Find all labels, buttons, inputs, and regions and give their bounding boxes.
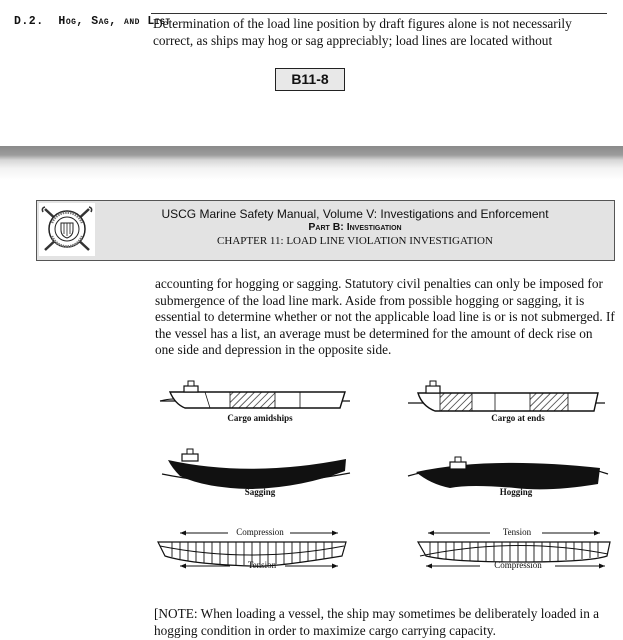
header-chapter-title: CHAPTER 11: LOAD LINE VIOLATION INVESTIGATION [217,235,493,247]
cargo-at-ends-diagram [408,381,605,411]
uscg-seal-icon [39,203,95,256]
top-rule [151,13,607,14]
caption-hogging: Hogging [499,487,533,497]
page-break [0,146,623,184]
note-paragraph: [NOTE: When loading a vessel, the ship may sometimes be deliberately loaded in a hogging condition in order to maximize cargo carrying capacity. [154,606,600,638]
label-sag-compression: Compression [236,527,284,537]
cargo-amidships-diagram [160,381,350,408]
body-paragraph: accounting for hogging or sagging. Statutory civil penalties can only be imposed for submergence of the load line mark. Aside from possible hogging or sagging, it is essential to determine whether or not the applicable load line is or is not submerged. If the vessel has a list, an average must be determined for the amount of deck rise on one side and depression in the opposite side. [155,276,615,357]
header-part-title: Part B: Investigation [308,221,402,233]
section-number: D.2. [14,15,44,28]
header-manual-title: USCG Marine Safety Manual, Volume V: Investigations and Enforcement [161,207,549,221]
section-title: Hog, Sag, and List [58,15,171,28]
top-paragraph: Determination of the load line position by draft figures alone is not necessarily correct, as ships may hog or sag appreciably; load lines are located without [153,16,572,48]
label-sag-tension: Tension [247,560,277,570]
page-number: B11-8 [275,68,345,91]
caption-cargo-amidships: Cargo amidships [227,413,293,423]
caption-cargo-at-ends: Cargo at ends [491,413,545,423]
label-hog-tension: Tension [502,527,532,537]
section-heading [14,14,171,29]
label-hog-compression: Compression [494,560,542,570]
sagging-diagram [162,449,350,489]
caption-sagging: Sagging [244,487,276,497]
hogging-diagram [408,457,608,489]
